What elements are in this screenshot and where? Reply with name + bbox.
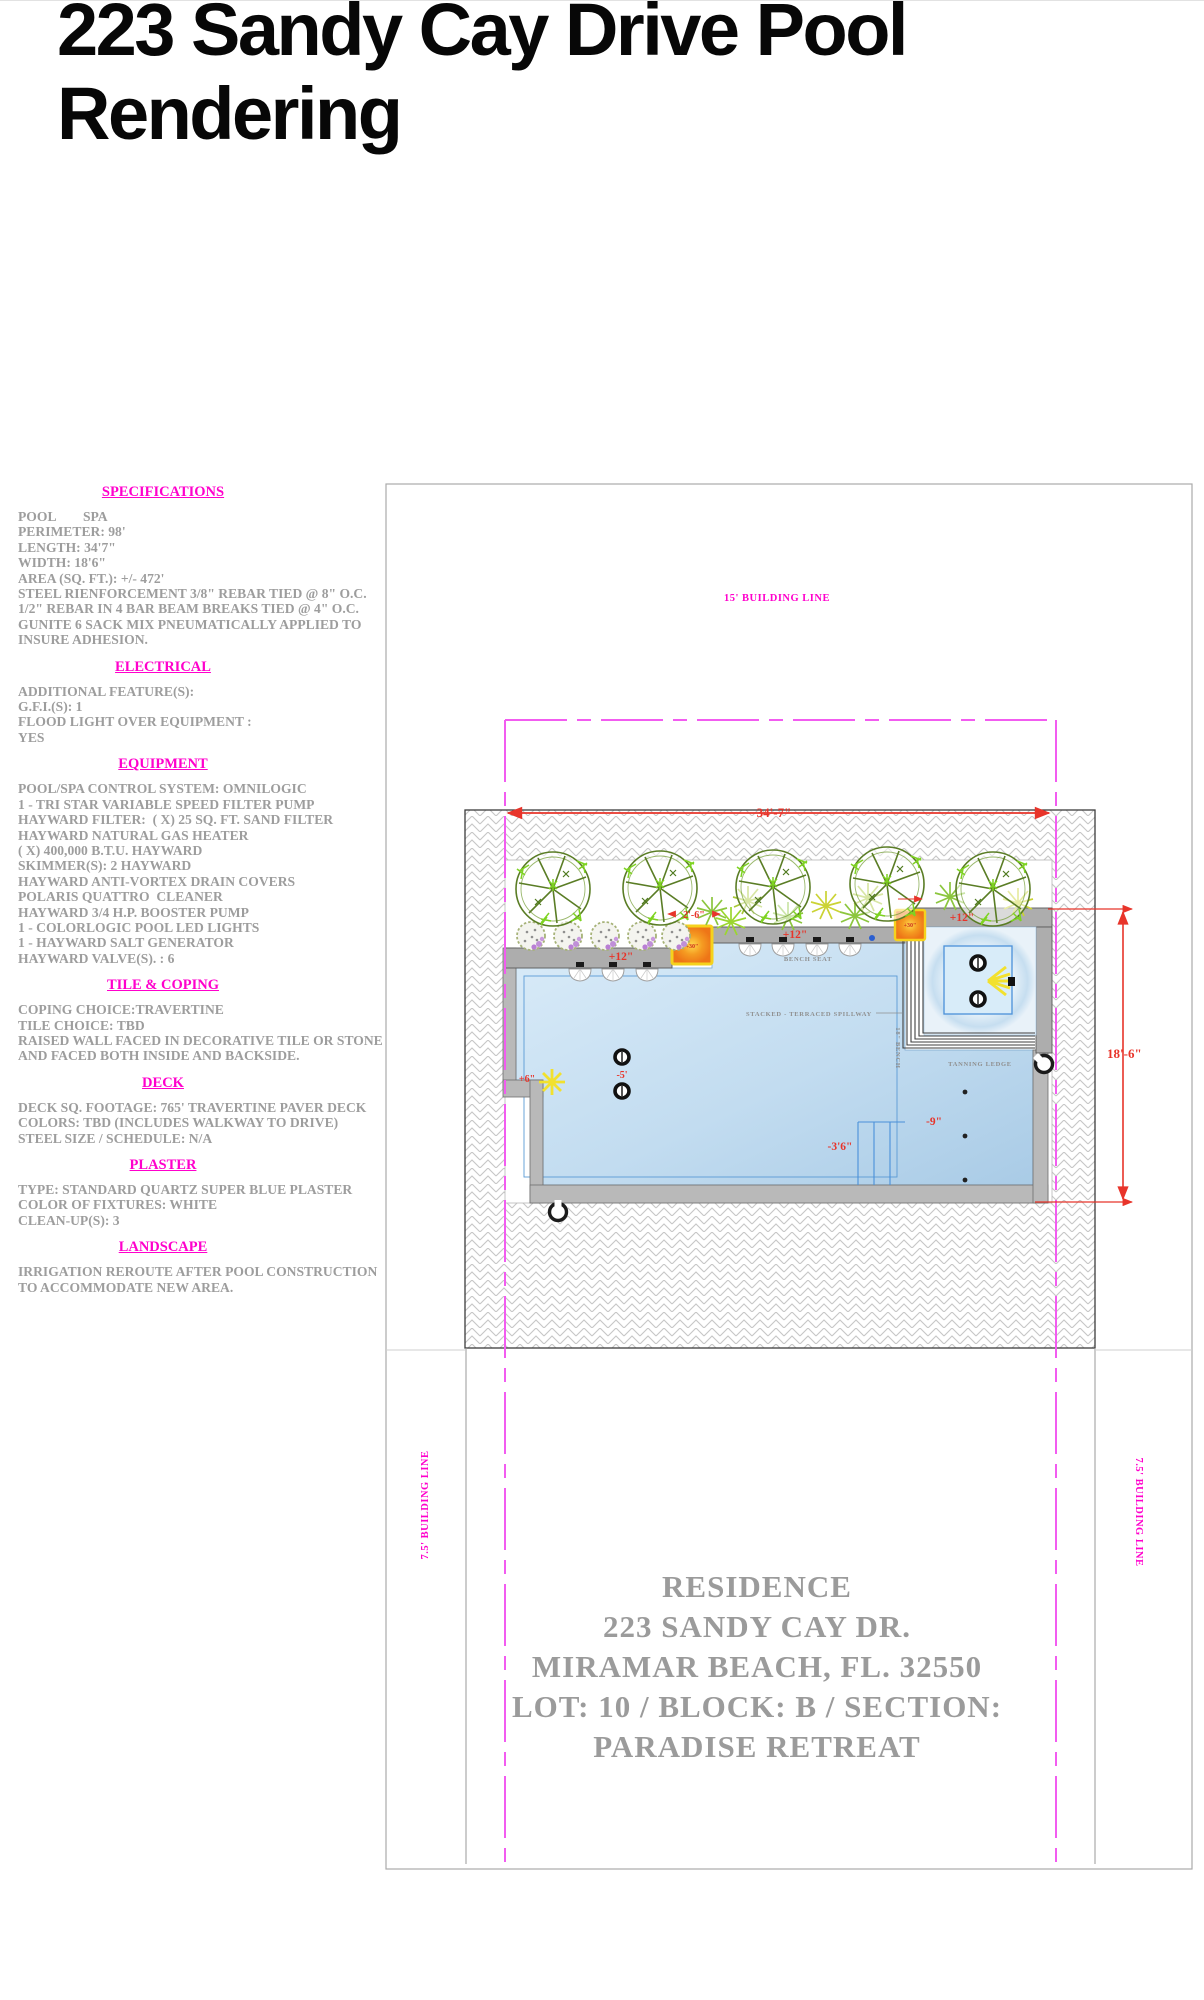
spec-line: WIDTH: 18'6" (18, 555, 106, 571)
spec-line: ( X) 400,000 B.T.U. HAYWARD (18, 842, 203, 858)
spec-line: AND FACED BOTH INSIDE AND BACKSIDE. (18, 1048, 300, 1064)
spec-line: COLOR OF FIXTURES: WHITE (18, 1197, 218, 1213)
spillway-label: STACKED - TERRACED SPILLWAY (745, 1011, 872, 1018)
spec-line: COLORS: TBD (INCLUDES WALKWAY TO DRIVE) (18, 1115, 339, 1131)
spec-section-heading: SPECIFICATIONS (101, 484, 225, 500)
spec-section-heading: PLASTER (129, 1157, 197, 1173)
page-title-line1: 223 Sandy Cay Drive Pool (57, 0, 906, 71)
spec-line: SKIMMER(S): 2 HAYWARD (18, 858, 192, 874)
page-title-line2: Rendering (57, 72, 401, 155)
spec-line: GUNITE 6 SACK MIX PNEUMATICALLY APPLIED TO (18, 616, 362, 632)
spec-line: 1 - COLORLOGIC POOL LED LIGHTS (18, 919, 260, 935)
spec-line: FLOOD LIGHT OVER EQUIPMENT : (18, 714, 252, 730)
spec-line: TYPE: STANDARD QUARTZ SUPER BLUE PLASTER (18, 1182, 353, 1197)
spec-section-heading: EQUIPMENT (118, 756, 208, 773)
height-dimension-label: 18'-6" (1107, 1046, 1142, 1061)
spec-line: POOL SPA (18, 509, 108, 524)
bench-18-label: 18" BENCH (894, 1027, 901, 1069)
spec-line: HAYWARD FILTER: ( X) 25 SQ. FT. SAND FILTER (18, 812, 334, 828)
spec-section-heading: DECK (142, 1074, 184, 1091)
spec-line: HAYWARD ANTI-VORTEX DRAIN COVERS (18, 873, 296, 889)
pedestal-width-label: 2'-6" (683, 910, 705, 921)
spa-jet (971, 956, 985, 970)
spec-line: RAISED WALL FACED IN DECORATIVE TILE OR STONE (18, 1032, 383, 1048)
spec-section-heading: ELECTRICAL (115, 658, 211, 675)
address-block (457, 1567, 1057, 1767)
spec-line: STEEL RIENFORCEMENT 3/8" REBAR TIED @ 8" O.C. (18, 586, 367, 602)
spec-line: AREA (SQ. FT.): +/- 472' (18, 570, 165, 586)
building-line-right-label: 7.5' BUILDING LINE (1133, 1457, 1144, 1567)
spec-line: HAYWARD NATURAL GAS HEATER (18, 827, 249, 843)
spec-line: PERIMETER: 98' (18, 524, 126, 540)
spec-line: 1 - TRI STAR VARIABLE SPEED FILTER PUMP (18, 796, 315, 812)
wall-height-label-middle: +12" (782, 929, 808, 941)
autofill-marker (869, 935, 875, 941)
specifications-column (18, 483, 383, 1295)
address-line: RESIDENCE (662, 1569, 852, 1604)
spec-section-heading: TILE & COPING (107, 977, 219, 994)
building-line-top-label: 15' BUILDING LINE (724, 593, 830, 604)
raised-wall-middle (712, 927, 905, 943)
step-height-label: +6" (518, 1074, 536, 1085)
spa (924, 927, 1036, 1035)
fire-bowl-height-label: +30" (903, 923, 917, 929)
address-line: 223 SANDY CAY DR. (602, 1609, 912, 1644)
spec-line: IRRIGATION REROUTE AFTER POOL CONSTRUCTION (18, 1264, 378, 1280)
depth-label-ledge: -9" (926, 1116, 942, 1128)
spec-line: STEEL SIZE / SCHEDULE: N/A (18, 1130, 213, 1146)
spec-line: LENGTH: 34'7" (18, 539, 116, 555)
width-dimension-label: 34'-7" (756, 805, 792, 820)
spec-line: POLARIS QUATTRO CLEANER (18, 889, 223, 905)
building-line-left-label: 7.5' BUILDING LINE (420, 1450, 431, 1560)
spec-line: POOL/SPA CONTROL SYSTEM: OMNILOGIC (18, 781, 307, 797)
depth-label-main: -5' (616, 1070, 628, 1081)
spec-line: 1 - HAYWARD SALT GENERATOR (18, 935, 234, 951)
spec-line: 1/2" REBAR IN 4 BAR BEAM BREAKS TIED @ 4" O.C. (18, 601, 359, 617)
spa-wall-right (1036, 927, 1052, 1053)
spec-line: YES (18, 729, 45, 745)
spec-line: INSURE ADHESION. (18, 632, 148, 648)
spec-line: CLEAN-UP(S): 3 (18, 1212, 120, 1228)
spec-line: DECK SQ. FOOTAGE: 765' TRAVERTINE PAVER DECK (18, 1099, 367, 1115)
address-line: PARADISE RETREAT (593, 1729, 921, 1764)
depth-label-shallow: -3'6" (827, 1141, 853, 1153)
spec-line: COPING CHOICE:TRAVERTINE (18, 1002, 224, 1018)
spec-line: HAYWARD VALVE(S). : 6 (18, 950, 175, 966)
spec-line: HAYWARD 3/4 H.P. BOOSTER PUMP (18, 904, 249, 920)
spa-jet (971, 992, 985, 1006)
address-line: LOT: 10 / BLOCK: B / SECTION: (511, 1689, 1003, 1724)
spec-section-heading: LANDSCAPE (118, 1239, 208, 1256)
spec-line: TILE CHOICE: TBD (18, 1017, 145, 1033)
main-drain (615, 1050, 629, 1064)
spec-line: TO ACCOMMODATE NEW AREA. (18, 1279, 234, 1295)
spec-line: ADDITIONAL FEATURE(S): (18, 683, 195, 699)
wall-height-label-left: +12" (608, 951, 634, 963)
tanning-ledge-label: TANNING LEDGE (948, 1061, 1012, 1068)
main-drain (615, 1084, 629, 1098)
spec-line: G.F.I.(S): 1 (18, 699, 83, 715)
fire-bowl-height-label: +30" (685, 944, 699, 950)
wall-height-label-spa: +12" (949, 912, 975, 924)
address-line: MIRAMAR BEACH, FL. 32550 (531, 1649, 983, 1684)
bench-seat-label: BENCH SEAT (783, 956, 833, 963)
